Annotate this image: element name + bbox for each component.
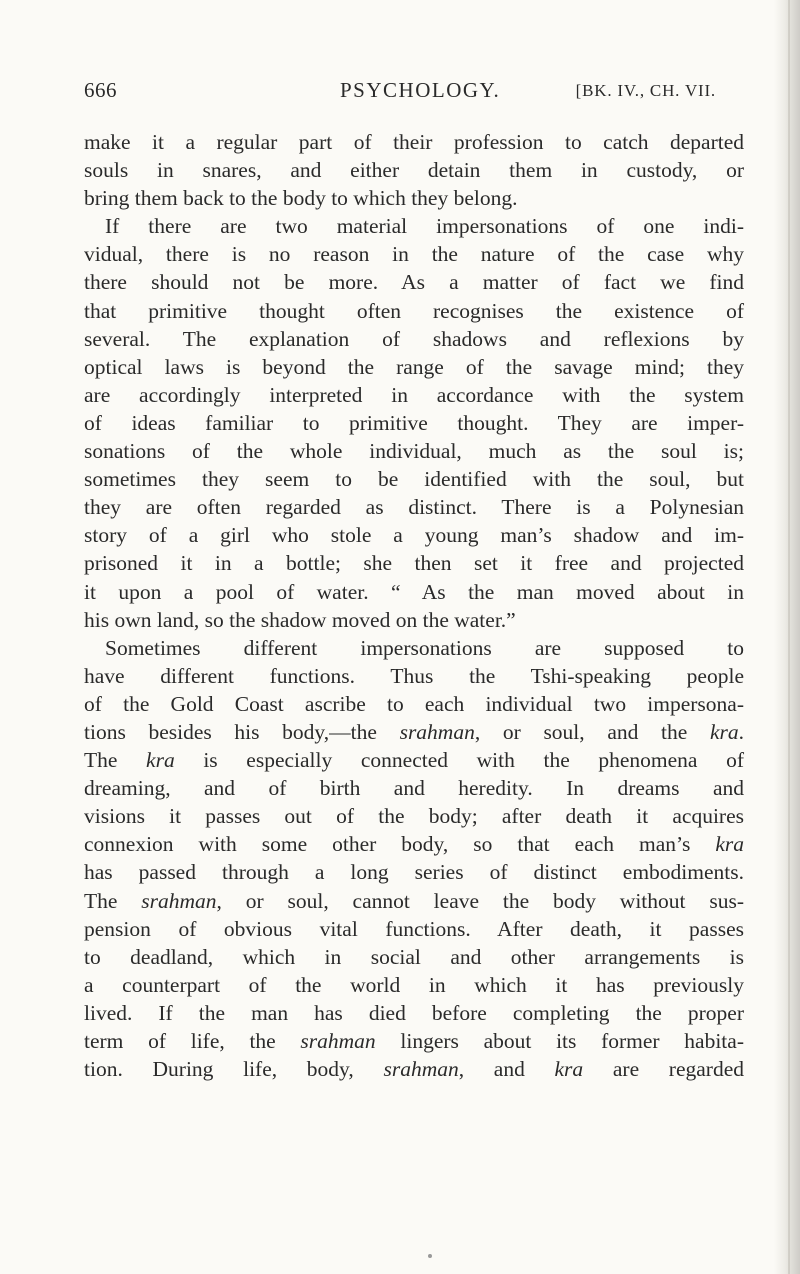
page-edge-shadow [774,0,800,1274]
italic-term: srahman [300,1029,376,1053]
text-line: pension of obvious vital functions. After death, it passes [84,916,744,941]
page-number: 666 [84,78,117,102]
text-line: have different functions. Thus the Tshi-speaking people [84,663,744,688]
text-line: a counterpart of the world in which it has previously [84,972,744,997]
text-line: lived. If the man has died before completing the proper [84,1000,744,1025]
page-edge-line [788,0,790,1274]
text-line: to deadland, which in social and other arrangements is [84,944,744,969]
italic-term: kra [715,832,744,857]
italic-term: srahman [399,719,475,744]
text-line: of ideas familiar to primitive thought. They are imper- [84,410,744,435]
italic-term: srahman [383,1057,459,1082]
text-line: are accordingly interpreted in accordance with the system [84,382,744,407]
text-line: several. The explanation of shadows and reflexions by [84,326,744,351]
text-line: term of life, the srahman lingers about its former habita- [84,1029,744,1053]
text-line: tion. During life, body, srahman, and kra are regarded [84,1057,744,1082]
text-line: dreaming, and of birth and heredity. In dreams and [84,776,744,801]
text-line: The kra is especially connected with the phenomena of [84,748,744,773]
text-line: Sometimes different impersonations are supposed to [105,635,744,660]
text-line: they are often regarded as distinct. There is a Polynesian [84,495,744,520]
text-line: connexion with some other body, so that each man’s kra [84,832,744,857]
text-line: has passed through a long series of distinct embodiments. [84,860,744,885]
text-line: sonations of the whole individual, much as the soul is; [84,439,744,464]
text-line: bring them back to the body to which they belong. [84,186,518,211]
italic-term: kra [554,1057,584,1082]
page-header [84,78,716,108]
text-line: souls in snares, and either detain them in custody, or [84,158,744,183]
italic-term: kra [709,719,739,744]
text-line: If there are two material impersonations of one indi- [105,214,744,239]
text-line: vidual, there is no reason in the nature of the case why [84,242,744,267]
running-title: PSYCHOLOGY. [340,78,501,102]
text-line: of the Gold Coast ascribe to each individual two impersona- [84,691,744,716]
italic-term: srahman [141,888,217,913]
text-line: there should not be more. As a matter of fact we find [84,270,744,295]
body-text [84,128,744,1083]
text-line: tions besides his body,—the srahman, or soul, and the kra. [84,719,744,744]
section-reference: [BK. IV., CH. VII. [575,81,716,100]
text-line: make it a regular part of their profession to catch departed [84,130,744,154]
italic-term: kra [146,748,175,773]
text-line: that primitive thought often recognises the existence of [84,298,744,323]
printing-speck [428,1254,432,1258]
text-line: it upon a pool of water. “ As the man moved about in [84,579,744,604]
text-line: sometimes they seem to be identified with the soul, but [84,467,744,492]
text-line: story of a girl who stole a young man’s shadow and im- [84,523,744,548]
text-line: The srahman, or soul, cannot leave the body without sus- [84,888,744,913]
text-line: his own land, so the shadow moved on the water.” [84,607,516,632]
text-line: prisoned it in a bottle; she then set it free and projected [84,551,744,576]
text-line: visions it passes out of the body; after death it acquires [84,804,744,829]
text-line: optical laws is beyond the range of the savage mind; they [84,354,744,379]
